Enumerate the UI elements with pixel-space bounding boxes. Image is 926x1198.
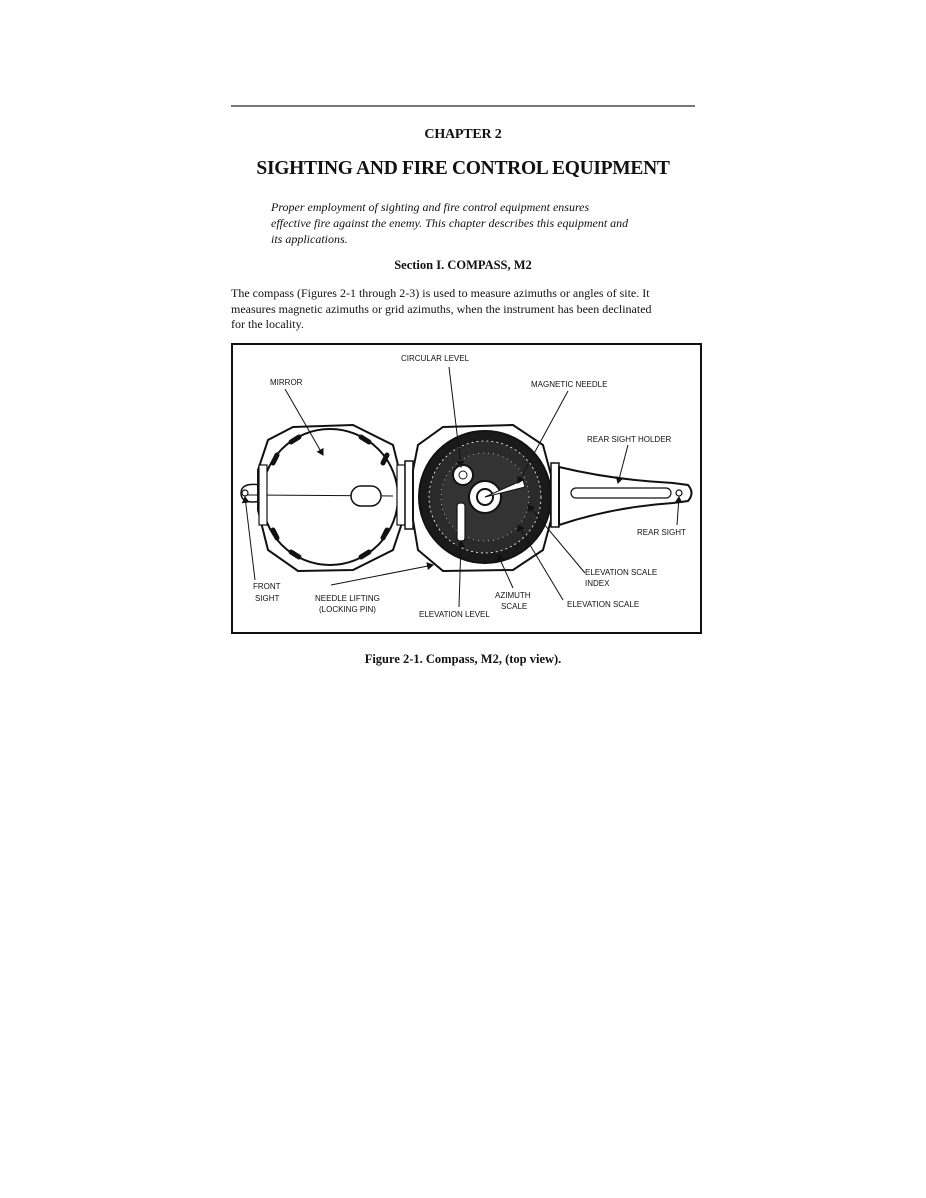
body-paragraph xyxy=(231,286,695,333)
section-heading: Section I. COMPASS, M2 xyxy=(394,258,532,272)
rear-sight-holder-drawing xyxy=(559,467,692,525)
label-front-sight-line1: FRONT xyxy=(253,582,281,591)
mirror-lid-drawing xyxy=(247,425,405,571)
intro-line: effective fire against the enemy. This chapter describes this equipment and xyxy=(271,216,629,230)
label-magnetic-needle: MAGNETIC NEEDLE xyxy=(531,380,608,389)
figure-caption: Figure 2-1. Compass, M2, (top view). xyxy=(364,652,562,666)
chapter-intro xyxy=(271,199,671,247)
label-elevation-level: ELEVATION LEVEL xyxy=(419,610,490,619)
label-rear-sight-holder: REAR SIGHT HOLDER xyxy=(587,435,672,444)
label-azimuth-scale-line2: SCALE xyxy=(501,602,528,611)
chapter-number: CHAPTER 2 xyxy=(424,127,502,142)
label-elevation-scale: ELEVATION SCALE xyxy=(567,600,640,609)
hinge-drawing xyxy=(405,461,413,529)
label-elevation-scale-index-line2: INDEX xyxy=(585,579,610,588)
compass-illustration xyxy=(233,345,700,632)
label-circular-level: CIRCULAR LEVEL xyxy=(401,354,470,363)
label-azimuth-scale-line1: AZIMUTH xyxy=(495,591,531,600)
label-elevation-scale-index-line1: ELEVATION SCALE xyxy=(585,568,658,577)
chapter-title: SIGHTING AND FIRE CONTROL EQUIPMENT xyxy=(256,158,670,179)
label-needle-lifting-line2: (LOCKING PIN) xyxy=(319,605,376,614)
header-rule xyxy=(231,105,695,107)
intro-line: its applications. xyxy=(271,232,348,246)
label-rear-sight: REAR SIGHT xyxy=(637,528,686,537)
label-needle-lifting-line1: NEEDLE LIFTING xyxy=(315,594,380,603)
label-mirror: MIRROR xyxy=(270,378,303,387)
figure-compass-top-view xyxy=(231,343,702,634)
body-line: for the locality. xyxy=(231,317,304,331)
body-line: The compass (Figures 2-1 through 2-3) is used to measure azimuths or angles of site. It xyxy=(231,286,650,300)
body-line: measures magnetic azimuths or grid azimuths, when the instrument has been declinated xyxy=(231,301,652,316)
intro-line: Proper employment of sighting and fire control equipment ensures xyxy=(271,200,590,214)
label-front-sight-line2: SIGHT xyxy=(255,594,280,603)
